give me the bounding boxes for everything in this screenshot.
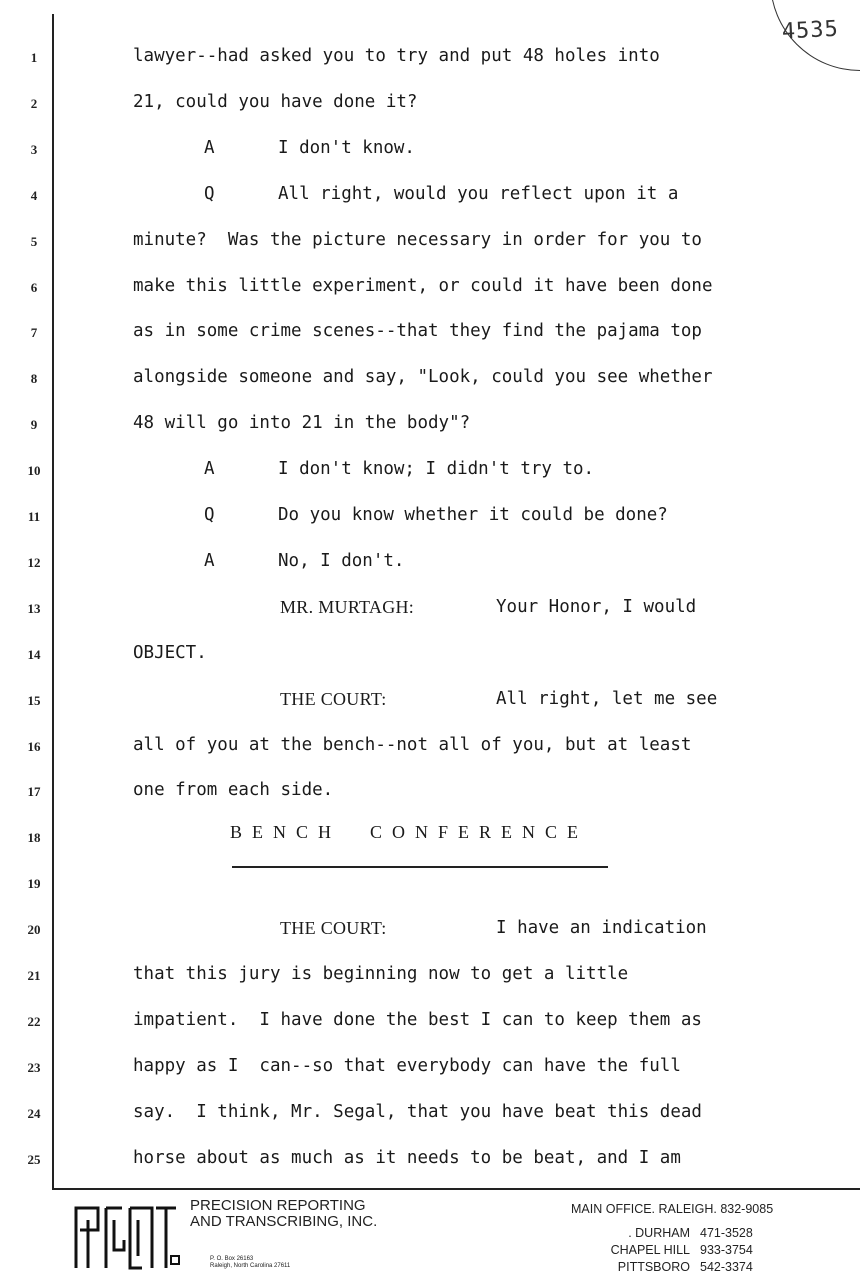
office-phone: 542-3374	[700, 1260, 753, 1274]
line-number: 12	[27, 554, 41, 570]
line-number: 19	[27, 876, 41, 892]
line-text: I don't know; I didn't try to.	[278, 459, 595, 480]
line-number: 6	[30, 279, 38, 295]
line-number: 11	[27, 509, 41, 524]
section-heading: BENCH CONFERENCE	[230, 822, 589, 842]
line-text: All right, would you reflect upon it a	[278, 183, 679, 204]
section-heading-underline	[232, 866, 608, 868]
address-line1: P. O. Box 26163	[210, 1256, 254, 1262]
line-number: 25	[27, 1151, 41, 1167]
speaker-marker: Q	[204, 505, 215, 525]
address-line2: Raleigh, North Carolina 27611	[210, 1263, 291, 1269]
line-number: 21	[27, 968, 41, 983]
line-text: No, I don't.	[278, 550, 405, 571]
line-number: 2	[30, 95, 38, 111]
company-name	[190, 1198, 377, 1230]
line-text: alongside someone and say, "Look, could you see whether	[133, 367, 713, 388]
line-text: one from each side.	[133, 780, 334, 801]
office-city: PITTSBORO	[617, 1260, 690, 1274]
office-phone: 933-3754	[700, 1243, 753, 1257]
line-text: all of you at the bench--not all of you, but at least	[133, 734, 692, 755]
line-text: 48 will go into 21 in the body"?	[133, 413, 471, 434]
line-number: 10	[27, 463, 41, 479]
line-number: 3	[30, 141, 38, 157]
page-number-text: 4535	[781, 16, 840, 45]
speaker-marker: Q	[204, 183, 215, 204]
line-number: 20	[27, 922, 41, 938]
line-text: Do you know whether it could be done?	[278, 505, 668, 525]
office-city: . DURHAM	[628, 1226, 690, 1240]
line-text: say. I think, Mr. Segal, that you have beat this dead	[133, 1101, 702, 1122]
line-text: OBJECT.	[133, 642, 207, 663]
line-number: 1	[30, 50, 38, 65]
line-text: minute? Was the picture necessary in order for you to	[133, 229, 702, 250]
line-text: All right, let me see	[496, 688, 718, 709]
speaker-marker: A	[204, 459, 215, 480]
line-text: make this little experiment, or could it have been done	[133, 275, 713, 296]
office-city: CHAPEL HILL	[610, 1243, 690, 1257]
speaker-label: MR. MURTAGH:	[280, 596, 415, 617]
line-number: 18	[27, 830, 41, 846]
line-text: 21, could you have done it?	[133, 91, 418, 112]
line-text: lawyer--had asked you to try and put 48 holes into	[133, 46, 660, 66]
line-text: horse about as much as it needs to be beat, and I am	[133, 1147, 681, 1168]
line-number: 13	[27, 600, 41, 616]
line-number: 24	[27, 1105, 41, 1121]
line-number: 4	[30, 187, 38, 203]
line-text: happy as I can--so that everybody can have the full	[133, 1055, 681, 1076]
speaker-marker: A	[204, 137, 215, 158]
line-text: as in some crime scenes--that they find the pajama top	[133, 321, 702, 342]
reporter-footer	[0, 1190, 860, 1282]
line-number: 16	[27, 738, 41, 754]
speaker-marker: A	[204, 550, 215, 571]
line-number: 23	[27, 1059, 41, 1075]
left-margin-rule	[52, 14, 54, 1188]
company-name-line1: PRECISION REPORTING	[190, 1197, 366, 1214]
line-number: 17	[27, 784, 41, 800]
line-number: 5	[30, 233, 38, 249]
line-number: 14	[27, 646, 41, 662]
line-number: 9	[30, 417, 38, 433]
line-number: 8	[30, 371, 38, 387]
line-text: I have an indication	[496, 918, 707, 939]
company-address	[210, 1256, 290, 1270]
line-text: that this jury is beginning now to get a little	[133, 964, 629, 984]
page-number	[767, 12, 860, 57]
line-number: 15	[27, 692, 41, 708]
main-office: MAIN OFFICE. RALEIGH. 832-9085	[571, 1202, 774, 1216]
company-name-line2: AND TRANSCRIBING, INC.	[190, 1213, 378, 1230]
line-text: Your Honor, I would	[496, 596, 697, 617]
office-phone: 471-3528	[700, 1226, 753, 1240]
line-text: I don't know.	[278, 137, 415, 158]
line-number: 22	[27, 1013, 41, 1029]
company-logo	[72, 1200, 180, 1270]
line-number: 7	[30, 325, 38, 341]
speaker-label: THE COURT:	[280, 688, 387, 709]
line-text: impatient. I have done the best I can to keep them as	[133, 1009, 702, 1030]
speaker-label: THE COURT:	[280, 918, 387, 939]
